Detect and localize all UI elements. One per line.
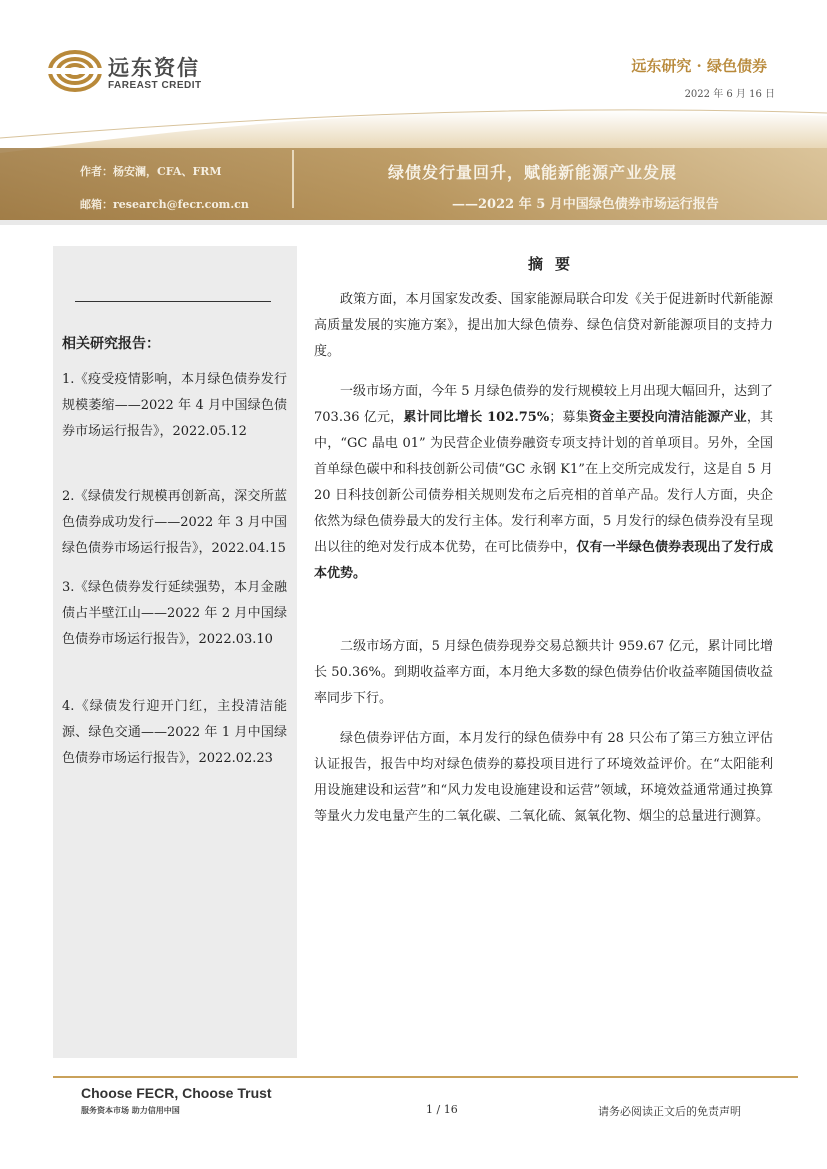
related-report-item[interactable]: 1.《疫受疫情影响，本月绿色债券发行规模萎缩——2022 年 4 月中国绿色债券市场运行报告》，2022.05.12 (62, 372, 287, 439)
header-divider (292, 150, 294, 208)
related-report-item[interactable]: 3.《绿色债券发行延续强势，本月金融债占半壁江山——2022 年 2 月中国绿色债券市场运行报告》，2022.03.10 (62, 580, 287, 647)
summary-paragraph-primary-market: 一级市场方面，今年 5 月绿色债券的发行规模较上月出现大幅回升，达到了 703.36 亿元，累计同比增长 102.75%；募集资金主要投向清洁能源产业，其中，“GC 晶电 01” 为民营企业债券融资专项支持计划的首单项目。另外，全国首单绿色碳中和科技创新公司债“GC 永钢 K1”在上交所完成发行，这是自 5 月 20 日科技创新公司债券相关规则发布之后亮相的首单产品。发行人方面，央企依然为绿色债券最大的发行主体。发行利率方面，5 月发行的绿色债券没有呈现出以往的绝对发行成本优势，在可比债券中，仅有一半绿色债券表现出了发行成本优势。 (314, 384, 773, 581)
footer-slogan-en: Choose FECR, Choose Trust (81, 1085, 272, 1101)
sidebar-rule (75, 301, 271, 302)
banner-bottom-strip (0, 220, 827, 225)
report-series: 远东研究 · 绿色债券 (631, 57, 767, 75)
report-subtitle: ——2022 年 5 月中国绿色债券市场运行报告 (452, 197, 719, 212)
related-report-item[interactable]: 4.《绿债发行迎开门红，主投清洁能源、绿色交通——2022 年 1 月中国绿色债券市场运行报告》，2022.02.23 (62, 699, 287, 766)
page-number: 1 / 16 (426, 1103, 458, 1116)
summary-paragraph-evaluation: 绿色债券评估方面，本月发行的绿色债券中有 28 只公布了第三方独立评估认证报告，报告中均对绿色债券的募投项目进行了环境效益评价。在“太阳能利用设施建设和运营”和“风力发电设施建设和运营”领域，环境效益通常通过换算等量火力发电量产生的二氧化碳、二氧化硫、氮氧化物、烟尘的总量进行测算。 (314, 731, 773, 824)
summary-heading: 摘要 (528, 255, 583, 273)
summary-paragraph-secondary-market: 二级市场方面，5 月绿色债券现券交易总额共计 959.67 亿元，累计同比增长 50.36%。到期收益率方面，本月绝大多数的绿色债券估价收益率随国债收益率同步下行。 (314, 639, 773, 706)
email-line: 邮箱：research@fecr.com.cn (80, 198, 249, 211)
summary-paragraph-policy: 政策方面，本月国家发改委、国家能源局联合印发《关于促进新时代新能源高质量发展的实施方案》，提出加大绿色债券、绿色信贷对新能源项目的支持力度。 (314, 292, 773, 359)
brand-name-cn: 远东资信 (108, 56, 200, 80)
report-date: 2022 年 6 月 16 日 (684, 89, 775, 100)
related-reports-heading: 相关研究报告： (62, 336, 160, 352)
related-report-item[interactable]: 2.《绿债发行规模再创新高，深交所蓝色债券成功发行——2022 年 3 月中国绿色债券市场运行报告》，2022.04.15 (62, 489, 287, 556)
footer-slogan-cn: 服务资本市场 助力信用中国 (81, 1106, 180, 1115)
brand-name-en: FAREAST CREDIT (108, 80, 202, 91)
report-title: 绿债发行量回升，赋能新能源产业发展 (388, 163, 678, 182)
fareast-credit-logo-icon (48, 50, 102, 92)
disclaimer-note: 请务必阅读正文后的免责声明 (598, 1105, 741, 1118)
author-line: 作者：杨安澜，CFA、FRM (80, 165, 222, 178)
footer-rule (53, 1076, 798, 1078)
